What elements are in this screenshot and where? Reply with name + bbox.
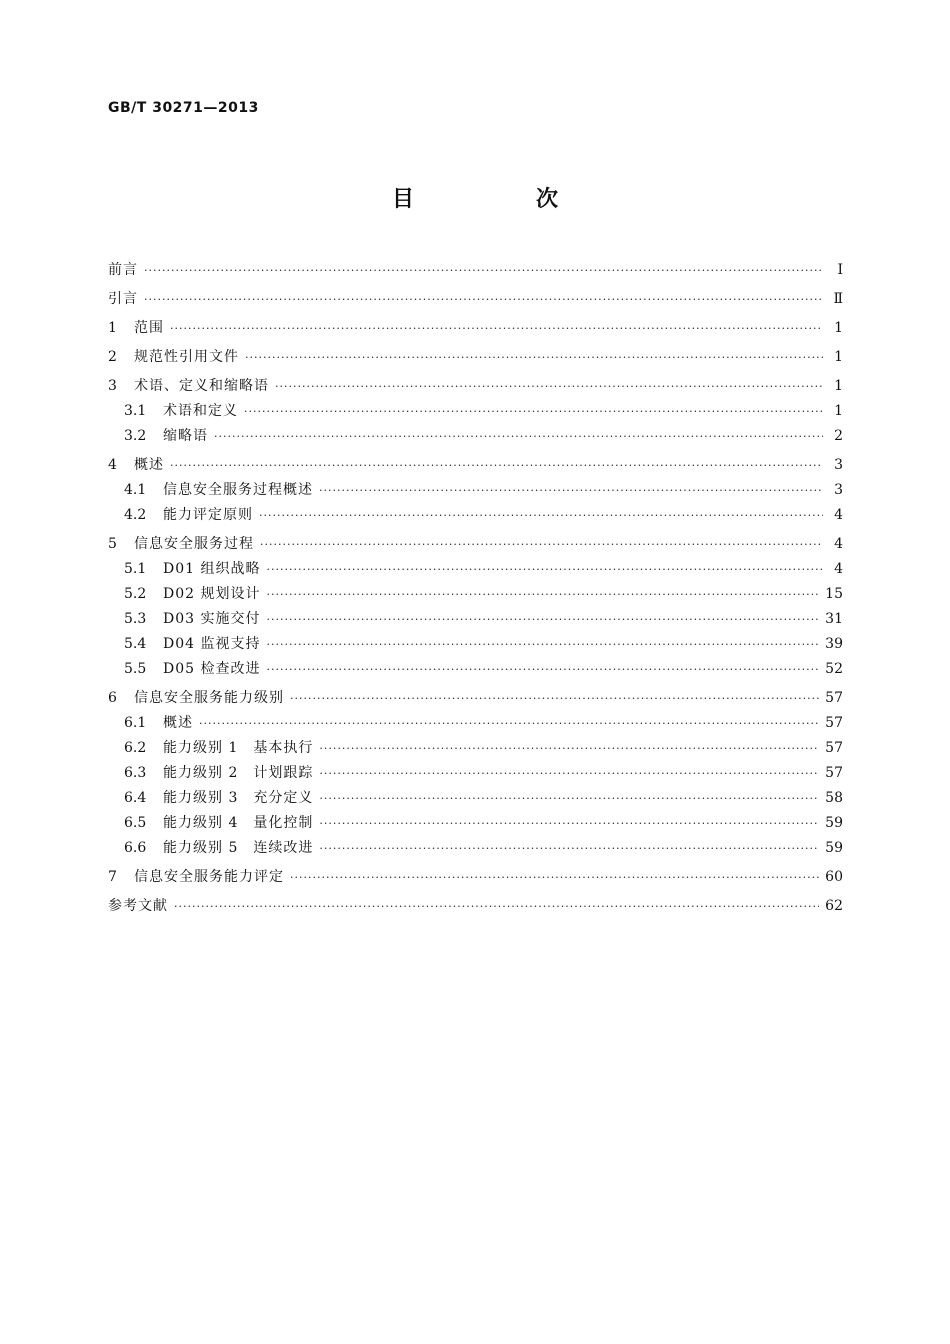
toc-section-number: 6.2: [124, 740, 147, 756]
toc-dot-leader: [259, 503, 823, 528]
toc-entry[interactable]: [108, 686, 843, 711]
toc-dot-leader: [319, 736, 819, 761]
toc-section-title: 能力级别 2 计划跟踪: [163, 765, 314, 781]
toc-page-number: 1: [834, 320, 843, 336]
toc-page-number: 3: [834, 457, 843, 473]
toc-section-number: 3: [108, 378, 117, 394]
toc-section-title: D05 检查改进: [163, 661, 261, 677]
toc-section-number: 6.4: [124, 790, 147, 806]
toc-entry[interactable]: [108, 453, 843, 478]
toc-page-number: 1: [834, 403, 843, 419]
toc-dot-leader: [244, 399, 823, 424]
toc-entry[interactable]: [108, 399, 843, 424]
toc-section-number: 5.5: [124, 661, 147, 677]
toc-page-number: 57: [825, 690, 843, 706]
toc-entry[interactable]: [108, 582, 843, 607]
toc-section-title: 范围: [134, 320, 164, 336]
toc-entry[interactable]: [108, 836, 843, 861]
toc-section-number: 6.1: [124, 715, 147, 731]
toc-section-number: 6.3: [124, 765, 147, 781]
toc-section-number: 2: [108, 349, 117, 365]
toc-page-number: 4: [834, 561, 843, 577]
toc-title: 目 次: [391, 187, 608, 212]
toc-entry[interactable]: [108, 503, 843, 528]
toc-page-number: 39: [825, 636, 843, 652]
toc-section-number: 4.1: [124, 482, 147, 498]
toc-section-number: 4: [108, 457, 117, 473]
toc-entry[interactable]: [108, 316, 843, 341]
toc-entry[interactable]: [108, 607, 843, 632]
toc-section-number: 1: [108, 320, 117, 336]
toc-page-number: 58: [825, 790, 843, 806]
toc-page-number: 52: [825, 661, 843, 677]
toc-dot-leader: [260, 532, 823, 557]
toc-entry[interactable]: [108, 761, 843, 786]
toc-entry[interactable]: [108, 811, 843, 836]
toc-dot-leader: [245, 345, 823, 370]
toc-section-title: D03 实施交付: [163, 611, 261, 627]
toc-entry[interactable]: [108, 374, 843, 399]
toc-dot-leader: [144, 258, 823, 283]
toc-page-number: 3: [834, 482, 843, 498]
toc-section-title: 概述: [163, 715, 193, 731]
toc-page-number: 15: [825, 586, 843, 602]
toc-section-title: 能力级别 3 充分定义: [163, 790, 314, 806]
toc-dot-leader: [319, 811, 819, 836]
toc-dot-leader: [275, 374, 823, 399]
toc-dot-leader: [290, 865, 819, 890]
toc-section-number: 3.1: [124, 403, 147, 419]
toc-dot-leader: [170, 316, 823, 341]
toc-page-number: 4: [834, 536, 843, 552]
standard-number: GB/T 30271—2013: [108, 100, 259, 116]
toc-section-title: 能力级别 1 基本执行: [163, 740, 314, 756]
toc-entry[interactable]: [108, 865, 843, 890]
toc-section-number: 6: [108, 690, 117, 706]
toc-section-number: 5.1: [124, 561, 147, 577]
toc-section-number: 4.2: [124, 507, 147, 523]
toc-section-title: 术语和定义: [163, 403, 238, 419]
toc-section-title: 信息安全服务能力级别: [134, 690, 284, 706]
toc-entry[interactable]: [108, 424, 843, 449]
toc-section-title: 规范性引用文件: [134, 349, 239, 365]
toc-page-number: Ⅱ: [833, 291, 843, 307]
toc-dot-leader: [144, 287, 823, 312]
toc-page-number: 57: [825, 715, 843, 731]
toc-page-number: 60: [825, 869, 843, 885]
toc-page-number: 4: [834, 507, 843, 523]
toc-dot-leader: [267, 657, 820, 682]
toc-section-title: 术语、定义和缩略语: [134, 378, 269, 394]
toc-dot-leader: [214, 424, 823, 449]
toc-section-number: 6.5: [124, 815, 147, 831]
toc-dot-leader: [267, 557, 824, 582]
toc-entry[interactable]: [108, 478, 843, 503]
toc-section-number: 6.6: [124, 840, 147, 856]
toc-section-number: 7: [108, 869, 117, 885]
toc-entry[interactable]: [108, 557, 843, 582]
toc-entry[interactable]: [108, 287, 843, 312]
toc-section-number: 5.4: [124, 636, 147, 652]
toc-dot-leader: [319, 786, 819, 811]
toc-entry[interactable]: [108, 711, 843, 736]
toc-dot-leader: [319, 761, 819, 786]
toc-section-title: 能力级别 5 连续改进: [163, 840, 314, 856]
toc-section-title: D04 监视支持: [163, 636, 261, 652]
toc-entry[interactable]: [108, 345, 843, 370]
toc-section-title: 信息安全服务能力评定: [134, 869, 284, 885]
toc-page-number: 57: [825, 765, 843, 781]
toc-page-number: Ⅰ: [837, 262, 843, 278]
toc-page-number: 1: [834, 378, 843, 394]
toc-section-title: 前言: [108, 262, 138, 278]
toc-entry[interactable]: [108, 258, 843, 283]
toc-section-title: 参考文献: [108, 898, 168, 914]
toc-section-title: 能力级别 4 量化控制: [163, 815, 314, 831]
toc-section-number: 5.2: [124, 586, 147, 602]
toc-section-title: 信息安全服务过程: [134, 536, 254, 552]
toc-dot-leader: [267, 582, 820, 607]
toc-dot-leader: [319, 836, 819, 861]
toc-page-number: 59: [825, 815, 843, 831]
toc-entry[interactable]: [108, 894, 843, 919]
toc-section-title: 能力评定原则: [163, 507, 253, 523]
toc-dot-leader: [170, 453, 823, 478]
toc-section-number: 5: [108, 536, 117, 552]
toc-dot-leader: [199, 711, 819, 736]
toc-entry[interactable]: [108, 736, 843, 761]
toc-section-title: D01 组织战略: [163, 561, 261, 577]
toc-dot-leader: [290, 686, 819, 711]
toc-section-title: 概述: [134, 457, 164, 473]
toc-page-number: 1: [834, 349, 843, 365]
toc-section-title: 缩略语: [163, 428, 208, 444]
toc-section-number: 5.3: [124, 611, 147, 627]
toc-section-title: 信息安全服务过程概述: [163, 482, 313, 498]
toc-entry[interactable]: [108, 786, 843, 811]
toc-dot-leader: [319, 478, 823, 503]
toc-dot-leader: [174, 894, 819, 919]
toc-page-number: 2: [834, 428, 843, 444]
toc-page-number: 59: [825, 840, 843, 856]
table-of-contents: [108, 258, 843, 919]
toc-page-number: 31: [825, 611, 843, 627]
toc-section-number: 3.2: [124, 428, 147, 444]
toc-entry[interactable]: [108, 532, 843, 557]
toc-entry[interactable]: [108, 632, 843, 657]
toc-entry[interactable]: [108, 657, 843, 682]
toc-page-number: 62: [825, 898, 843, 914]
toc-page-number: 57: [825, 740, 843, 756]
toc-section-title: D02 规划设计: [163, 586, 261, 602]
toc-dot-leader: [267, 607, 820, 632]
toc-section-title: 引言: [108, 291, 138, 307]
toc-dot-leader: [267, 632, 820, 657]
